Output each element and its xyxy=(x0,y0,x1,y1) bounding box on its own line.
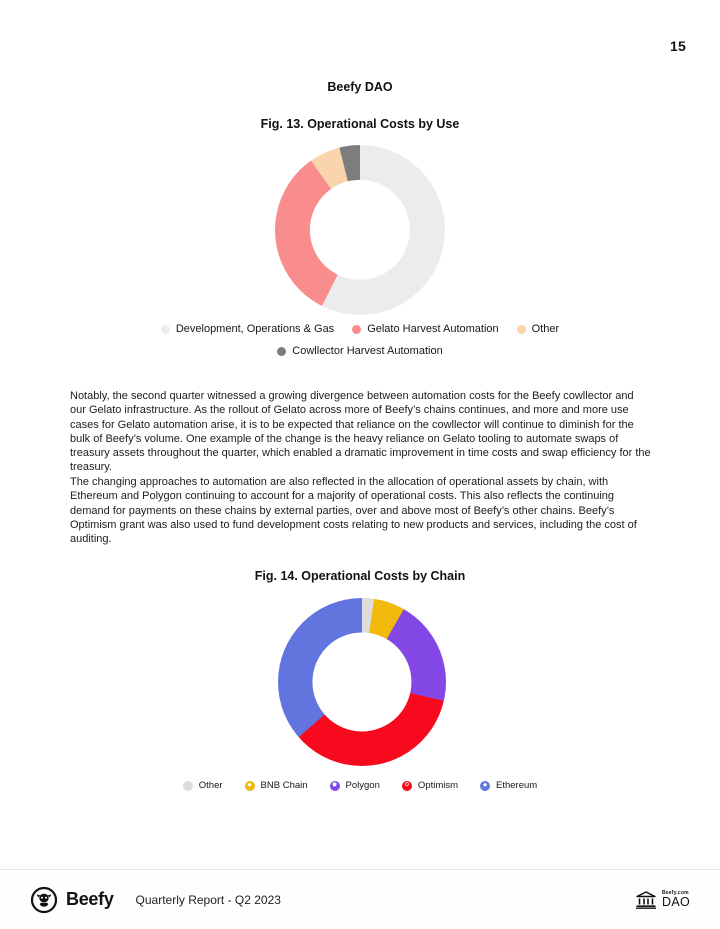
footer-brand-name: Beefy xyxy=(66,889,114,909)
legend-label-gelato: Gelato Harvest Automation xyxy=(367,323,499,335)
legend-label-bnb: BNB Chain xyxy=(260,780,308,791)
paragraph-chain-allocation: The changing approaches to automation are also reflected in the allocation of operational assets by chain, with Ethereum and Polygon continuing to account for a majority of operational costs. This also reflects the continuing demand for payments on these chains by external parties, over and above most of Beefy’s other chains. Beefy’s Optimism grant was also used to fund development costs relating to new products and services, including the cost of auditing. xyxy=(70,476,637,546)
page-footer xyxy=(0,869,720,929)
legend-label-cowllector: Cowllector Harvest Automation xyxy=(292,345,443,357)
legend-item-other-chain xyxy=(183,780,223,791)
dao-small-label: Beefy.com xyxy=(662,889,689,896)
legend-label-polygon: Polygon xyxy=(345,780,380,791)
donut-chart-costs-by-use xyxy=(275,145,445,315)
dao-label-block xyxy=(662,891,690,909)
footer-report-label: Quarterly Report - Q2 2023 xyxy=(135,892,281,907)
bnb-chain-icon: ◆ xyxy=(245,781,255,791)
legend-dot-gelato xyxy=(352,325,361,334)
legend-item-optimism xyxy=(402,780,458,791)
legend-item-other-use xyxy=(517,323,560,335)
legend-label-ethereum: Ethereum xyxy=(496,780,538,791)
fig14-legend xyxy=(0,780,720,791)
legend-dot-cowllector xyxy=(277,347,286,356)
paragraph-automation-divergence: Notably, the second quarter witnessed a growing divergence between automation costs for the Beefy cowllector and our Gelato infrastructure. As the rollout of Gelato across more of Beefy’s chains continues, and more and more use cases for Gelato automation arise, it is to be expected that reliance on the cowllector will continue to diminish for the bulk of Beefy’s volume. One example of the change is the heavy reliance on Gelato tooling to automate swaps of treasury assets throughout the quarter, which enabled a dramatic improvement in time costs and swap efficiency for the treasury. xyxy=(70,390,651,474)
beefy-cow-icon xyxy=(30,886,58,914)
fig13-legend-row1 xyxy=(0,323,720,335)
donut-hole xyxy=(310,180,410,280)
donut-hole xyxy=(312,632,411,731)
doc-heading: Beefy DAO xyxy=(327,80,393,94)
dao-large-label: DAO xyxy=(662,894,690,909)
legend-item-bnb xyxy=(245,780,308,791)
legend-item-cowllector xyxy=(277,345,442,357)
legend-label-other-use: Other xyxy=(531,323,560,335)
other-chain-icon xyxy=(183,781,193,791)
fig13-title: Fig. 13. Operational Costs by Use xyxy=(260,117,460,131)
legend-item-polygon xyxy=(330,780,380,791)
legend-label-other-chain: Other xyxy=(198,780,223,791)
legend-dot-dev-ops-gas xyxy=(161,325,170,334)
page-number: 15 xyxy=(670,38,686,54)
legend-item-gelato xyxy=(352,323,498,335)
fig14-title: Fig. 14. Operational Costs by Chain xyxy=(254,569,466,583)
legend-dot-other-use xyxy=(517,325,526,334)
polygon-icon: ⬟ xyxy=(330,781,340,791)
legend-label-dev-ops-gas: Development, Operations & Gas xyxy=(175,323,335,335)
optimism-icon: O xyxy=(402,781,412,791)
donut-chart-costs-by-chain xyxy=(278,598,446,766)
ethereum-icon: ◆ xyxy=(480,781,490,791)
fig13-legend-row2 xyxy=(0,345,720,357)
footer-dao-badge xyxy=(635,891,690,909)
legend-label-optimism: Optimism xyxy=(417,780,459,791)
legend-item-dev-ops-gas xyxy=(161,323,334,335)
footer-brand xyxy=(30,886,281,914)
legend-item-ethereum xyxy=(480,780,537,791)
bank-icon xyxy=(635,891,657,909)
